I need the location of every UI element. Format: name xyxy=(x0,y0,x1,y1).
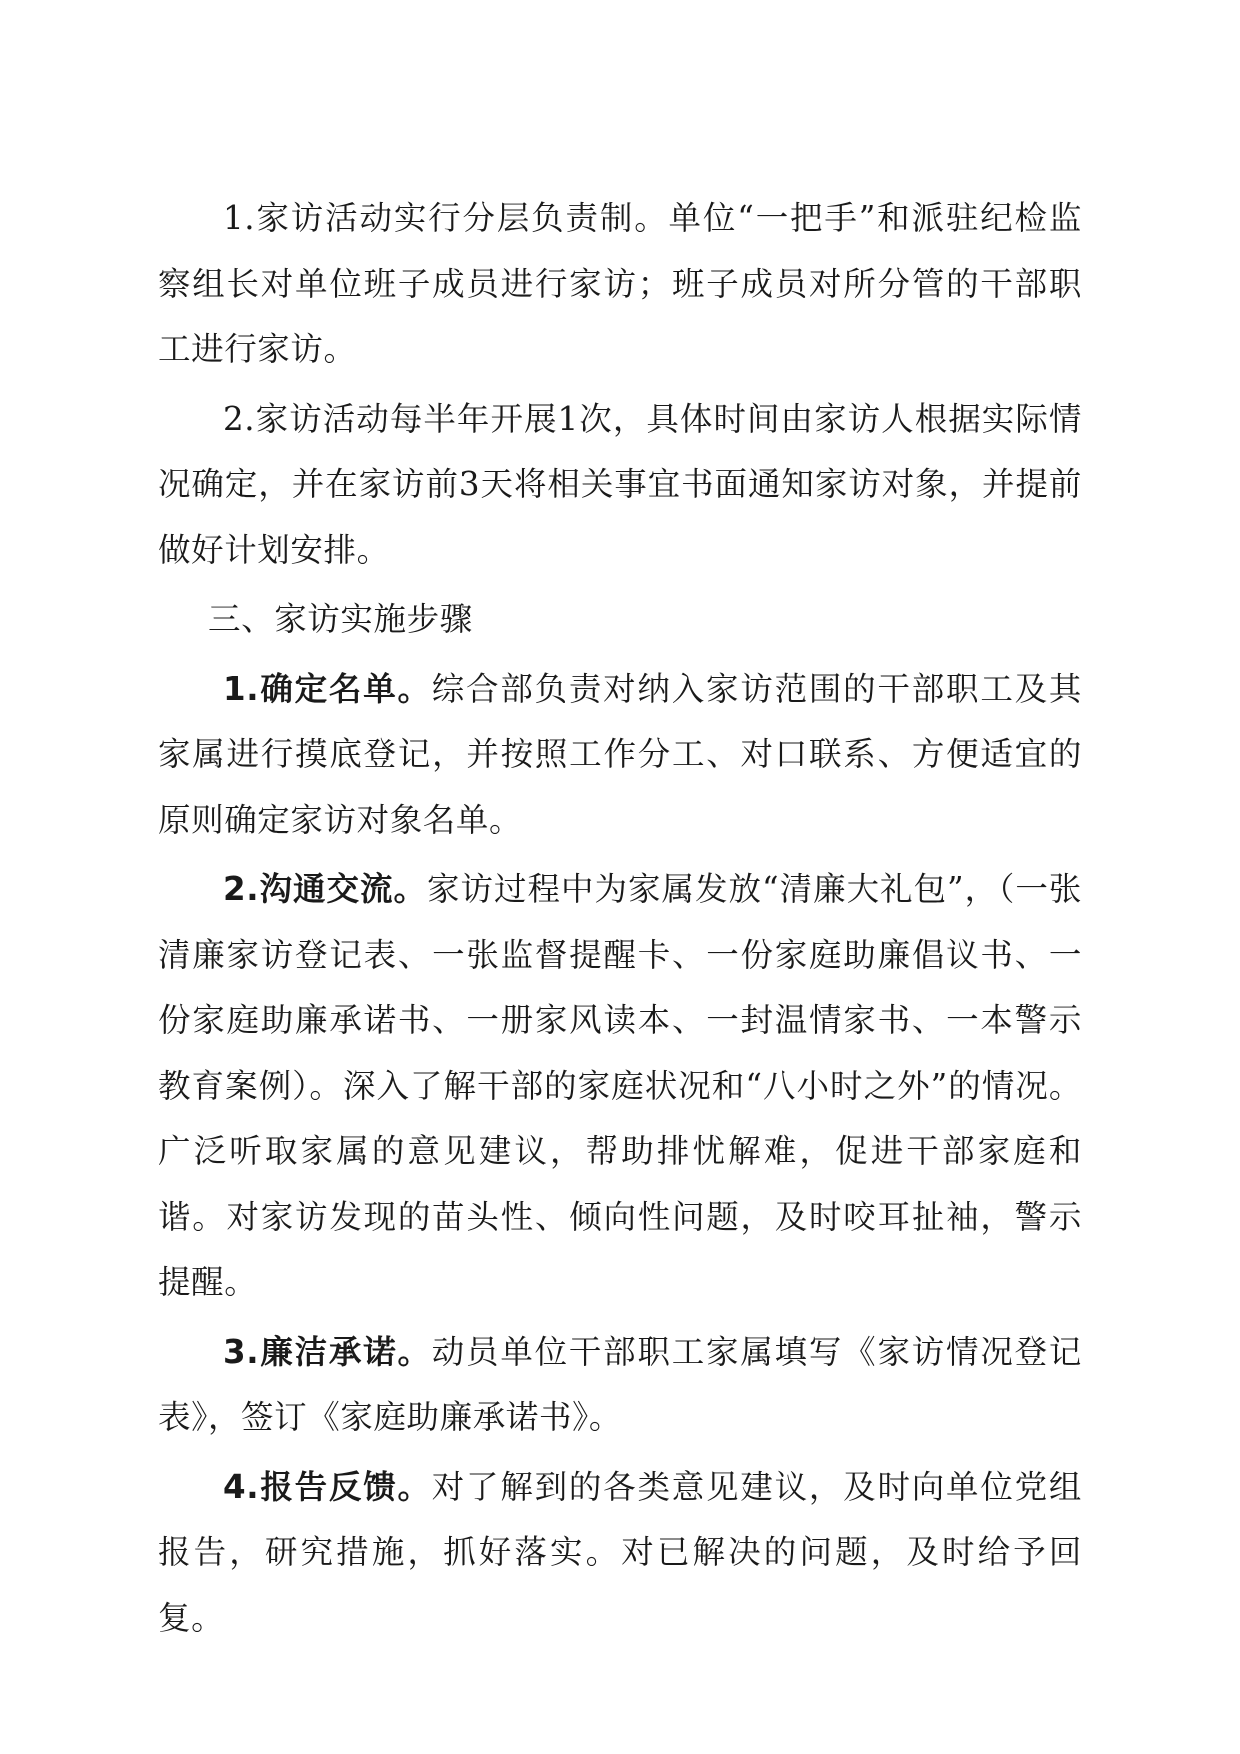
step-lead: 3.廉洁承诺。 xyxy=(223,1332,432,1371)
step-determine-list xyxy=(158,657,1082,854)
step-integrity-pledge xyxy=(158,1320,1082,1451)
step-communication xyxy=(158,857,1082,1316)
step-lead: 2.沟通交流。 xyxy=(223,870,428,908)
paragraph-text: 1.家访活动实行分层负责制。单位“一把手”和派驻纪检监察组长对单位班子成员进行家访；班子成员对所分管的干部职工进行家访。 xyxy=(158,199,1082,368)
step-lead: 1.确定名单。 xyxy=(223,669,432,708)
step-text: 动员单位干部职工家属填写《家访情况登记表》，签订《家庭助廉承诺书》。 xyxy=(158,1332,1082,1436)
section-heading-steps xyxy=(158,587,1082,653)
step-text: 家访过程中为家属发放“清廉大礼包”，（一张清廉家访登记表、一张监督提醒卡、一份家庭助廉倡议书、一份家庭助廉承诺书、一册家风读本、一封温情家书、一本警示教育案例）。深入了解干部的家庭状况和“八小时之外”的情况。广泛听取家属的意见建议，帮助排忧解难，促进干部家庭和谐。对家访发现的苗头性、倾向性问题，及时咬耳扯袖，警示提醒。 xyxy=(158,870,1082,1301)
paragraph-visit-frequency xyxy=(158,387,1082,584)
step-lead: 4.报告反馈。 xyxy=(223,1467,432,1506)
section-heading-text: 三、家访实施步骤 xyxy=(208,600,473,638)
paragraph-implementation-responsibility xyxy=(158,186,1082,383)
paragraph-text: 2.家访活动每半年开展1次，具体时间由家访人根据实际情况确定，并在家访前3天将相关事宜书面通知家访对象，并提前做好计划安排。 xyxy=(158,399,1082,569)
document-page xyxy=(158,186,1082,1655)
step-text: 综合部负责对纳入家访范围的干部职工及其家属进行摸底登记，并按照工作分工、对口联系、方便适宜的原则确定家访对象名单。 xyxy=(158,669,1082,839)
step-report-feedback xyxy=(158,1455,1082,1652)
step-text: 对了解到的各类意见建议，及时向单位党组报告，研究措施，抓好落实。对已解决的问题，及时给予回复。 xyxy=(158,1467,1082,1637)
